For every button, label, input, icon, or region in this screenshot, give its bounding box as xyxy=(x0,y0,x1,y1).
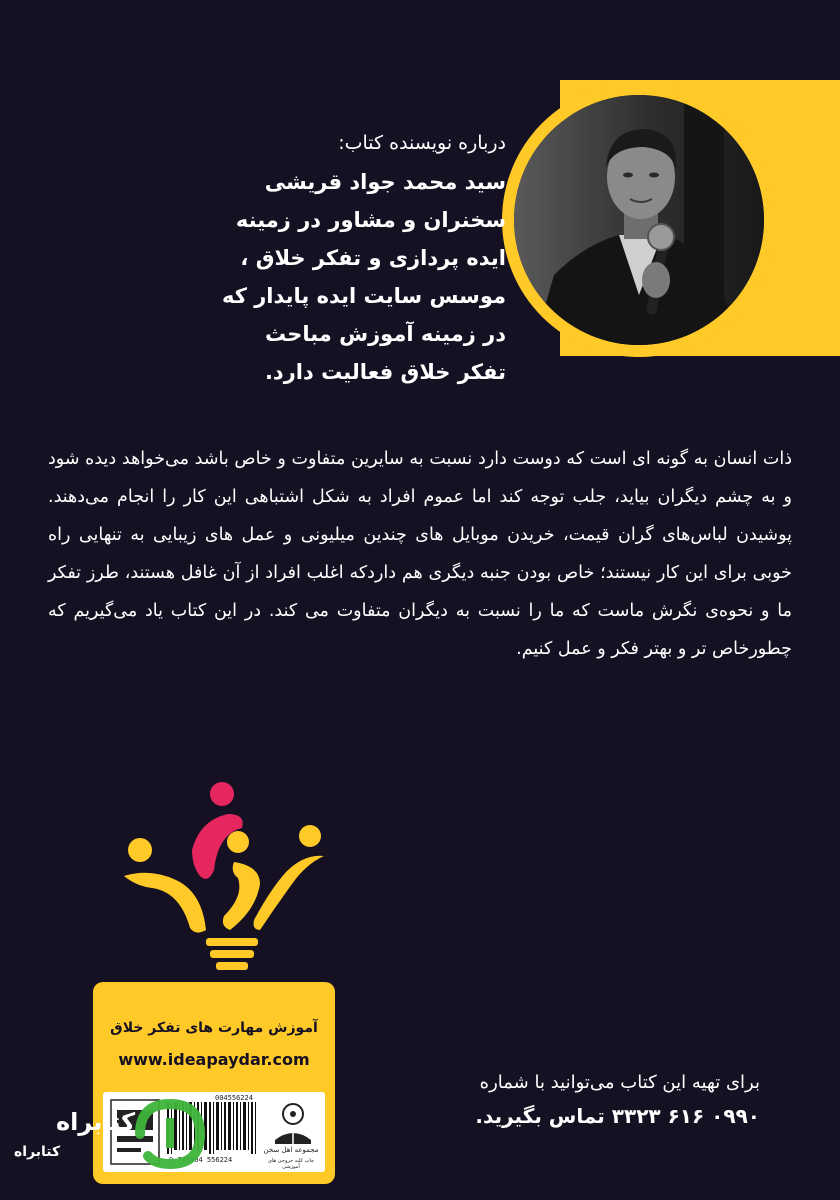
contact-line-1: برای تهیه این کتاب می‌توانید با شماره xyxy=(479,1072,760,1093)
barcode-bottom-number: 9 786004 556224 xyxy=(169,1156,233,1164)
publisher-tagline: چاپ کلیه خروجی های آموزشی xyxy=(268,1158,314,1170)
ketabrah-watermark xyxy=(10,1098,210,1178)
author-portrait-illustration xyxy=(514,95,764,345)
book-description: ذات انسان به گونه ای است که دوست دارد نسبت به سایرین متفاوت و خاص باشد می‌خواهد دیده شود و به چشم دیگران بیاید، جلب توجه کند اما عموم افراد به شکل اشتباهی این کار را انجام می‌دهند. پوشیدن لباس‌های گران قیمت، خریدن موبایل های چندین میلیونی و عمل های زیبایی به تنهایی راه خوبی برای این کار نیستند؛ خاص بودن جنبه دیگری هم داردکه اغلب افراد از آن غافل هستند، طرز تفکر ما و نحوه‌ی نگرش ماست که ما را نسبت به دیگران متفاوت می کند. در این کتاب یاد می‌گیریم که چطورخاص تر و بهتر فکر و عمل کنیم. xyxy=(48,449,792,659)
bulb-people-logo xyxy=(110,780,350,980)
contact-phone-line: ۰۹۹۰ ۶۱۶ ۳۳۲۳ تماس بگیرید. xyxy=(475,1104,760,1128)
contact-info xyxy=(400,1068,760,1134)
author-photo xyxy=(514,95,764,345)
label-tagline: آموزش مهارت های تفکر خلاق xyxy=(110,1020,318,1036)
author-bio-text: سید محمد جواد قریشی سخنران و مشاور در زمینه ایده پردازی و تفکر خلاق ، موسس سایت ایده پایدار که در زمینه آموزش مباحث تفکر خلاق فعالیت دارد. xyxy=(221,170,506,384)
ketabrah-logo-icon xyxy=(130,1094,210,1174)
author-bio-heading: درباره نویسنده کتاب: xyxy=(338,132,506,154)
barcode-top-number: 004556224 xyxy=(215,1094,253,1102)
label-website: www.ideapaydar.com xyxy=(118,1050,310,1069)
watermark-text-small: کتابراه xyxy=(14,1144,61,1160)
ahl-sokhan-logo xyxy=(271,1100,315,1146)
watermark-text-large: کتابراه xyxy=(56,1108,136,1136)
publisher-name: مجموعه اهل سخن xyxy=(263,1146,319,1154)
author-bio xyxy=(210,127,506,391)
